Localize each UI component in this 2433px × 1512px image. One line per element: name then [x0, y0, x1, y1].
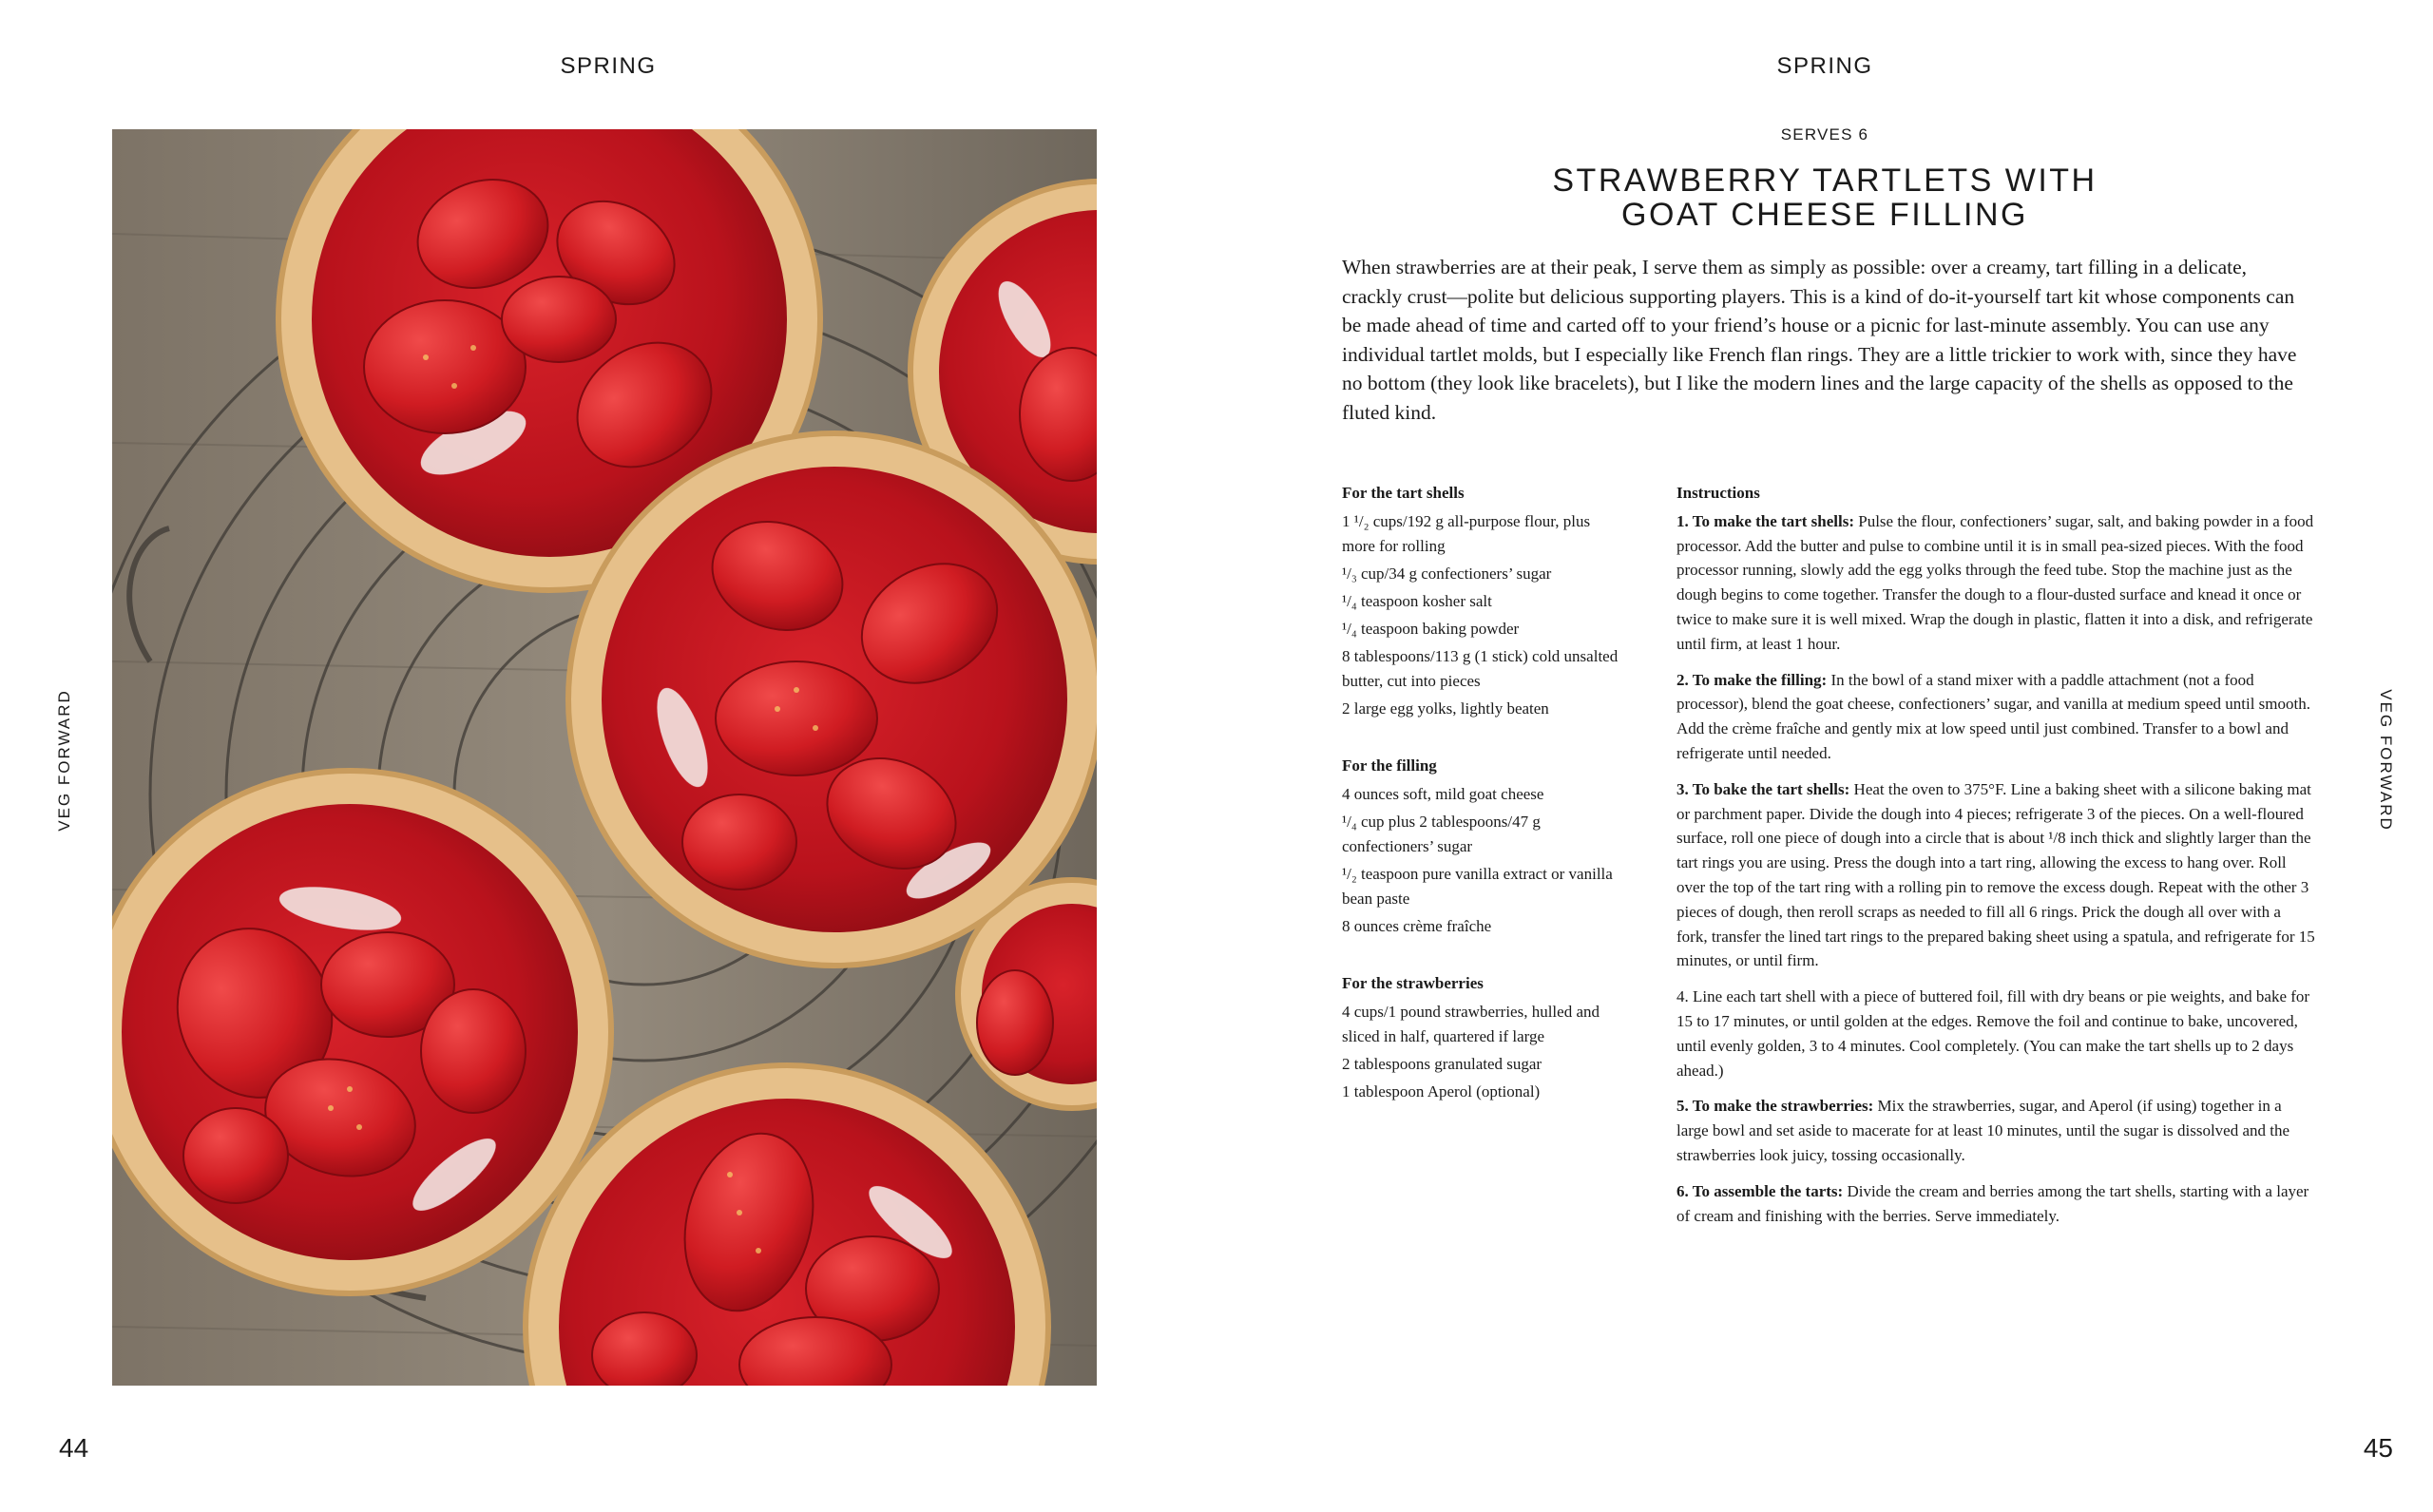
step-lead: 2. To make the filling:: [1676, 670, 1828, 689]
recipe-title-line1: STRAWBERRY TARTLETS WITH: [1552, 163, 2098, 199]
ingredient-section-heading: For the filling: [1342, 756, 1437, 775]
ingredient-item: ¹/₄ teaspoon kosher salt: [1342, 592, 1492, 610]
instructions-heading: Instructions: [1676, 484, 1760, 502]
ingredient-section: [1342, 754, 1627, 939]
recipe-title-line2: GOAT CHEESE FILLING: [1621, 197, 2028, 233]
recipe-intro: When strawberries are at their peak, I serve them as simply as possible: over a creamy, tart filling in a delicate, crackly crust—polite but delicious supporting players. This is a kind of do-it-yourself tart kit whose components can be made ahead of time and carted off to your friend’s house or a picnic for last-minute assembly. You can use any individual tartlet molds, but I especially like French flan rings. They are a little trickier to work with, since they have no bottom (they look like bracelets), but I like the modern lines and the large capacity of the shells as opposed to the fluted kind.: [1342, 256, 2297, 424]
step-text: Pulse the flour, confectioners’ sugar, salt, and baking powder in a food processor. Add the butter and pulse to combine until it is in small pea-sized pieces. With the food processor running, slowly add the egg yolks through the feed tube. Stop the machine just as the dough begins to come together. Transfer the dough to a flour-dusted surface and knead it once or twice to make sure it is well mixed. Wrap the dough in plastic, flatten it into a disk, and refrigerate until firm, at least 1 hour.: [1676, 511, 2314, 653]
instruction-step: [1676, 985, 2315, 1082]
step-text: Mix the strawberries, sugar, and Aperol (if using) together in a large bowl and set aside to macerate for at least 10 minutes, until the sugar is dissolved and the strawberries look juicy, tossing occasionally.: [1676, 1097, 2290, 1164]
ingredient-item: 8 tablespoons/113 g (1 stick) cold unsalted butter, cut into pieces: [1342, 647, 1619, 690]
recipe-title: [1216, 163, 2433, 232]
strawberry-tartlets-photo: [112, 129, 1097, 1386]
step-lead: 4.: [1676, 987, 1689, 1006]
ingredient-item: 1 tablespoon Aperol (optional): [1342, 1082, 1541, 1101]
ingredient-item: ¹/₂ teaspoon pure vanilla extract or vanilla bean paste: [1342, 865, 1613, 908]
instruction-step: [1676, 1094, 2315, 1167]
ingredient-item: ¹/₄ teaspoon baking powder: [1342, 620, 1520, 638]
step-lead: 5. To make the strawberries:: [1676, 1097, 1874, 1116]
ingredient-section: [1342, 971, 1627, 1104]
ingredient-item: ¹/₃ cup/34 g confectioners’ sugar: [1342, 565, 1552, 583]
instruction-step: [1676, 668, 2315, 766]
step-lead: 3. To bake the tart shells:: [1676, 779, 1850, 798]
ingredient-section-heading: For the strawberries: [1342, 974, 1484, 992]
ingredient-section-heading: For the tart shells: [1342, 484, 1465, 502]
serves-label: SERVES 6: [1780, 125, 1869, 144]
step-text: Heat the oven to 375°F. Line a baking sheet with a silicone baking mat or parchment paper. Divide the dough into 4 pieces; refrigerate 3 of the pieces. On a well-floured surface, roll one piece of dough into a circle that is about ¹/8 inch thick and slightly larger than the tart rings you are using. Press the dough into a tart ring, allowing the excess to hang over. Roll over the top of the tart ring with a rolling pin to remove the excess dough. Repeat with the other 3 pieces of dough, then reroll scraps as needed to fill all 6 rings. Prick the dough all over with a fork, transfer the lined tart rings to the prepared baking sheet using a spatula, and refrigerate for 15 minutes, or until firm.: [1676, 779, 2315, 970]
ingredient-item: 2 large egg yolks, lightly beaten: [1342, 699, 1549, 718]
ingredient-item: ¹/₄ cup plus 2 tablespoons/47 g confectioners’ sugar: [1342, 813, 1541, 855]
left-page: [0, 0, 1216, 1512]
ingredient-item: 1 ¹/₂ cups/192 g all-purpose flour, plus more for rolling: [1342, 512, 1591, 555]
ingredient-item: 2 tablespoons granulated sugar: [1342, 1055, 1542, 1073]
ingredient-section: [1342, 481, 1627, 721]
step-text: Line each tart shell with a piece of buttered foil, fill with dry beans or pie weights, and bake for 15 to 17 minutes, or until golden at the edges. Remove the foil and continue to bake, uncovered, until evenly golden, 3 to 4 minutes. Cool completely. (You can make the tart shells up to 2 days ahead.): [1676, 987, 2310, 1080]
instruction-step: [1676, 777, 2315, 973]
ingredient-item: 8 ounces crème fraîche: [1342, 917, 1492, 935]
instruction-step: [1676, 509, 2315, 657]
step-lead: 1. To make the tart shells:: [1676, 511, 1854, 530]
side-label-left: VEG FORWARD: [55, 689, 73, 832]
page-number-right: 45: [2363, 1433, 2393, 1463]
right-page: [1216, 0, 2433, 1512]
side-label-right: VEG FORWARD: [2377, 689, 2395, 832]
instructions-column: [1676, 481, 2315, 1239]
ingredient-item: 4 ounces soft, mild goat cheese: [1342, 785, 1544, 803]
step-lead: 6. To assemble the tarts:: [1676, 1181, 1844, 1200]
running-head-left: SPRING: [560, 53, 657, 79]
step-text: In the bowl of a stand mixer with a paddle attachment (not a food processor), blend the goat cheese, confectioners’ sugar, and vanilla at medium speed until smooth. Add the crème fraîche and gently mix at low speed until just combined. Transfer to a bowl and refrigerate until needed.: [1676, 670, 2310, 762]
instruction-step: [1676, 1179, 2315, 1229]
ingredients-column: [1342, 481, 1627, 1137]
running-head-right: SPRING: [1776, 53, 1873, 79]
page-number-left: 44: [59, 1433, 89, 1463]
ingredient-item: 4 cups/1 pound strawberries, hulled and sliced in half, quartered if large: [1342, 1003, 1600, 1045]
step-text: Divide the cream and berries among the tart shells, starting with a layer of cream and finishing with the berries. Serve immediately.: [1676, 1181, 2309, 1225]
